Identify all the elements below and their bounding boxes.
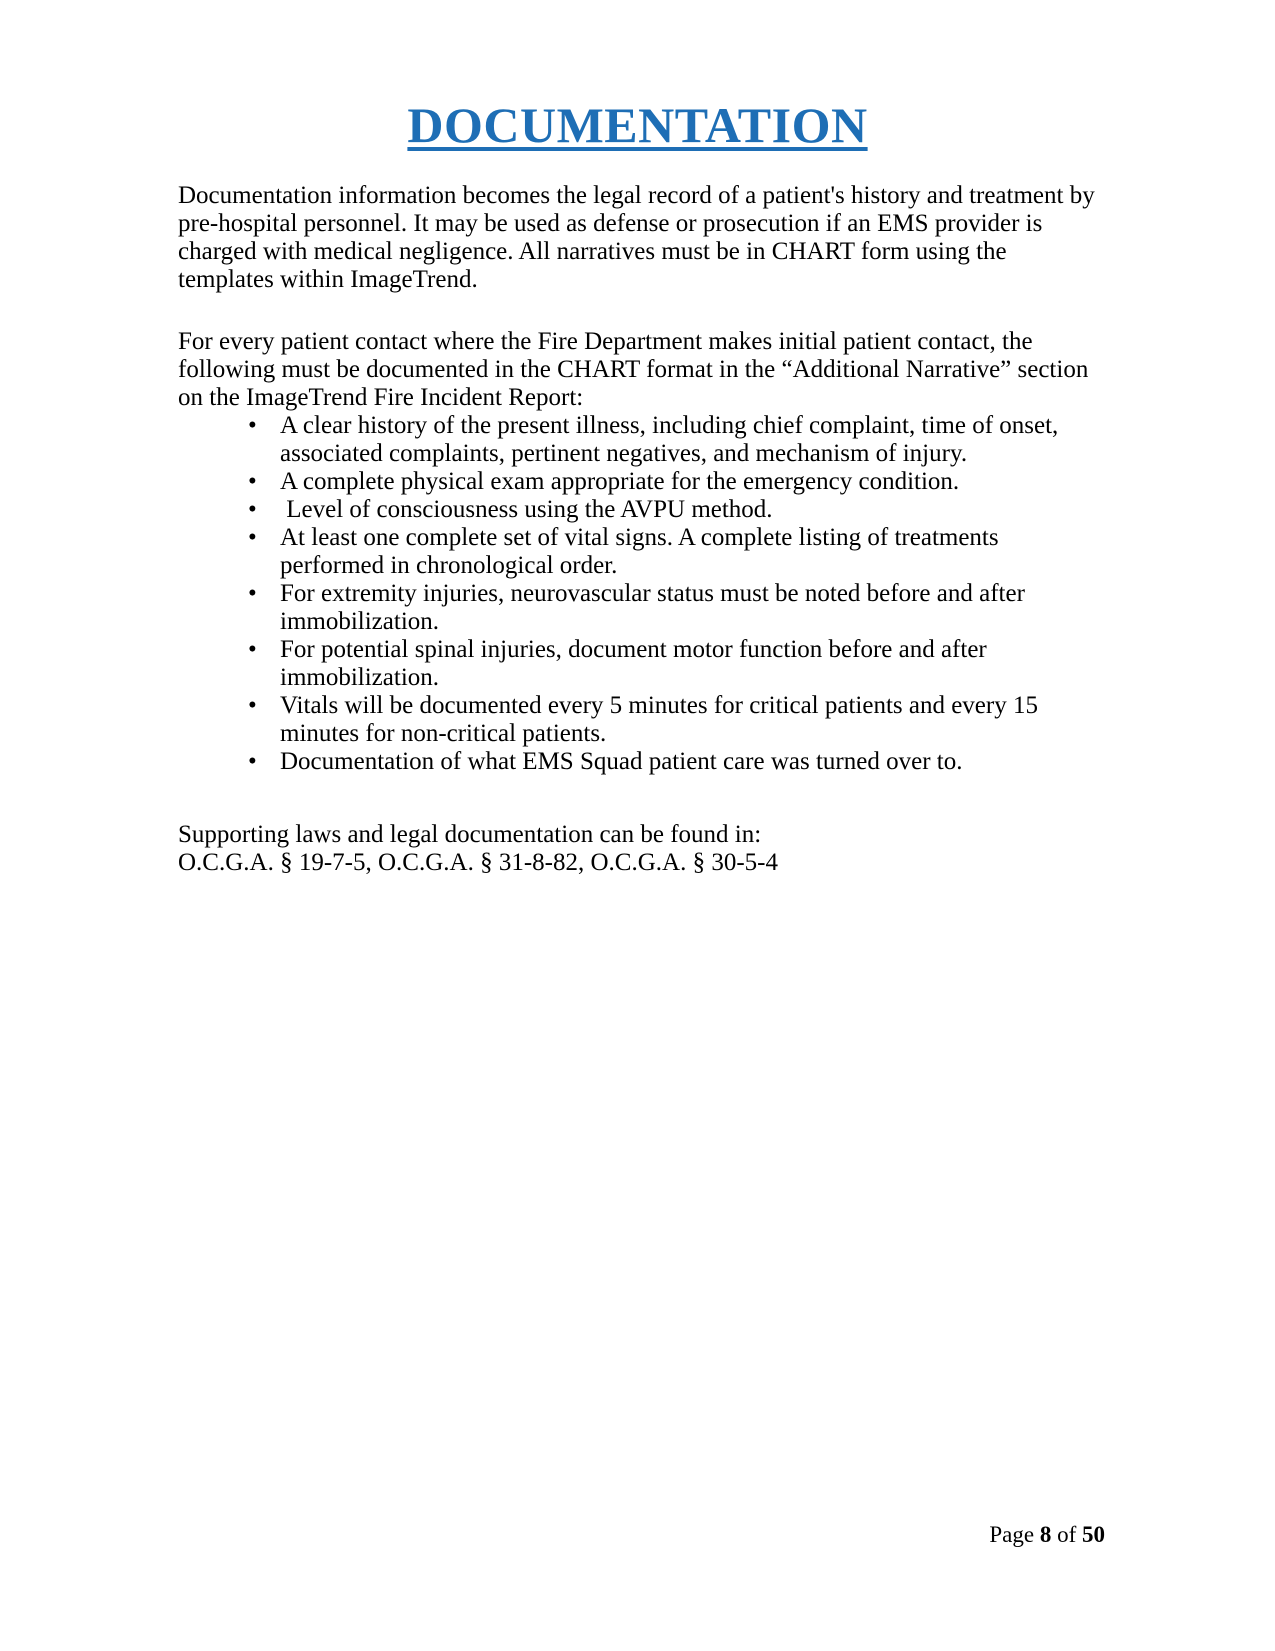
page-number-prefix: Page <box>989 1522 1040 1547</box>
list-item <box>178 412 1095 468</box>
list-item-text: A clear history of the present illness, including chief complaint, time of onset, associated complaints, pertinent negatives, and mechanism of injury. <box>280 412 1065 467</box>
page-number <box>989 1521 1105 1549</box>
paragraph-intro: Documentation information becomes the legal record of a patient's history and treatment by pre-hospital personnel. It may be used as defense or prosecution if an EMS provider is charged with medical negligence. All narratives must be in CHART form using the templates within ImageTrend. <box>178 182 1095 293</box>
page-number-of: of <box>1051 1522 1082 1547</box>
list-item-text: A complete physical exam appropriate for the emergency condition. <box>280 468 960 495</box>
list-item <box>178 748 1095 776</box>
legal-citations: O.C.G.A. § 19-7-5, O.C.G.A. § 31-8-82, O.C.G.A. § 30-5-4 <box>178 849 778 876</box>
list-item-text: For extremity injuries, neurovascular status must be noted before and after immobilization. <box>280 580 1032 635</box>
page-number-total: 50 <box>1082 1522 1105 1547</box>
list-item <box>178 468 1095 496</box>
list-item <box>178 496 1095 524</box>
list-item <box>178 580 1095 636</box>
list-item <box>178 524 1095 580</box>
document-body <box>178 182 1095 877</box>
list-item <box>178 636 1095 692</box>
list-item-text: Documentation of what EMS Squad patient care was turned over to. <box>280 748 963 775</box>
page-title <box>0 0 1275 151</box>
list-item-text: Level of consciousness using the AVPU method. <box>280 496 773 523</box>
list-item-text: Vitals will be documented every 5 minutes for critical patients and every 15 minutes for non-critical patients. <box>280 692 1045 747</box>
list-item-text: For potential spinal injuries, document motor function before and after immobilization. <box>280 636 994 691</box>
page-number-current: 8 <box>1039 1522 1052 1547</box>
closing-intro: Supporting laws and legal documentation can be found in: <box>178 821 762 848</box>
requirements-list <box>178 412 1095 776</box>
paragraph-requirements: For every patient contact where the Fire Department makes initial patient contact, the following must be documented in the CHART format in the “Additional Narrative” section on the ImageTrend Fire Incident Report: <box>178 328 1089 411</box>
list-item <box>178 692 1095 748</box>
closing-block <box>178 821 1095 877</box>
list-item-text: At least one complete set of vital signs. A complete listing of treatments performed in chronological order. <box>280 524 1005 579</box>
page-title-text: DOCUMENTATION <box>407 97 868 153</box>
